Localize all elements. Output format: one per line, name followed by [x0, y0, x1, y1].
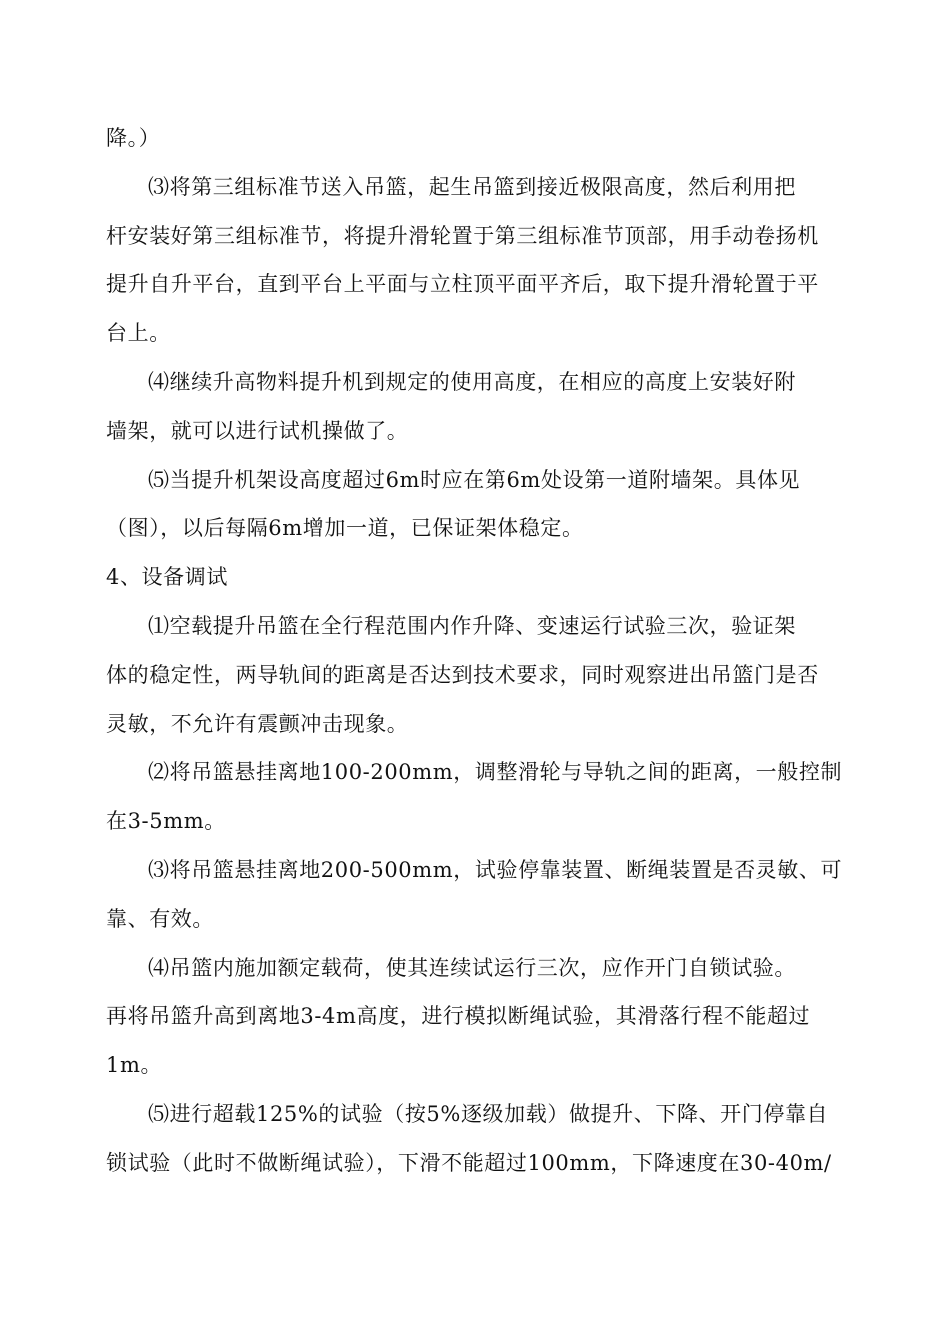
text-line: 在3-5mm。: [106, 809, 226, 834]
text-line: 4、设备调试: [106, 565, 228, 590]
text-line: 靠、有效。: [106, 906, 214, 931]
text-line: ⑶将第三组标准节送入吊篮，起生吊篮到接近极限高度，然后利用把: [148, 174, 796, 199]
paragraph: [106, 114, 846, 163]
text-line: 提升自升平台，直到平台上平面与立柱顶平面平齐后，取下提升滑轮置于平: [106, 272, 819, 297]
paragraph: [106, 944, 846, 1090]
text-line: 1m。: [106, 1053, 163, 1078]
text-line: ⑶将吊篮悬挂离地200-500mm，试验停靠装置、断绳装置是否灵敏、可: [148, 857, 843, 882]
text-line: ⑴空载提升吊篮在全行程范围内作升降、变速运行试验三次，验证架: [148, 613, 796, 638]
paragraph: [106, 1090, 846, 1188]
text-line: 墙架，就可以进行试机操做了。: [106, 418, 409, 443]
text-line: 锁试验（此时不做断绳试验），下滑不能超过100mm，下降速度在30-40m/: [106, 1150, 832, 1175]
text-line: ⑵将吊篮悬挂离地100-200mm，调整滑轮与导轨之间的距离，一般控制: [148, 760, 843, 785]
paragraph: [106, 358, 846, 456]
text-line: 再将吊篮升高到离地3-4m高度，进行模拟断绳试验，其滑落行程不能超过: [106, 1004, 811, 1029]
paragraph: [106, 846, 846, 944]
text-line: 台上。: [106, 321, 171, 346]
section-heading: [106, 553, 846, 602]
text-line: ⑸进行超载125%的试验（按5%逐级加载）做提升、下降、开门停靠自: [148, 1101, 829, 1126]
paragraph: [106, 748, 846, 846]
paragraph: [106, 602, 846, 748]
text-line: 灵敏，不允许有震颤冲击现象。: [106, 711, 409, 736]
text-line: ⑷继续升高物料提升机到规定的使用高度，在相应的高度上安装好附: [148, 369, 796, 394]
text-line: （图），以后每隔6m增加一道，已保证架体稳定。: [106, 516, 584, 541]
paragraph: [106, 163, 846, 358]
text-line: 降。）: [106, 126, 161, 150]
paragraph: [106, 456, 846, 554]
text-line: 杆安装好第三组标准节，将提升滑轮置于第三组标准节顶部，用手动卷扬机: [106, 223, 819, 248]
text-line: ⑸当提升机架设高度超过6m时应在第6m处设第一道附墙架。具体见: [148, 467, 801, 492]
text-line: ⑷吊篮内施加额定载荷，使其连续试运行三次，应作开门自锁试验。: [148, 955, 796, 980]
text-line: 体的稳定性，两导轨间的距离是否达到技术要求，同时观察进出吊篮门是否: [106, 662, 819, 687]
document-body: [106, 114, 846, 1188]
